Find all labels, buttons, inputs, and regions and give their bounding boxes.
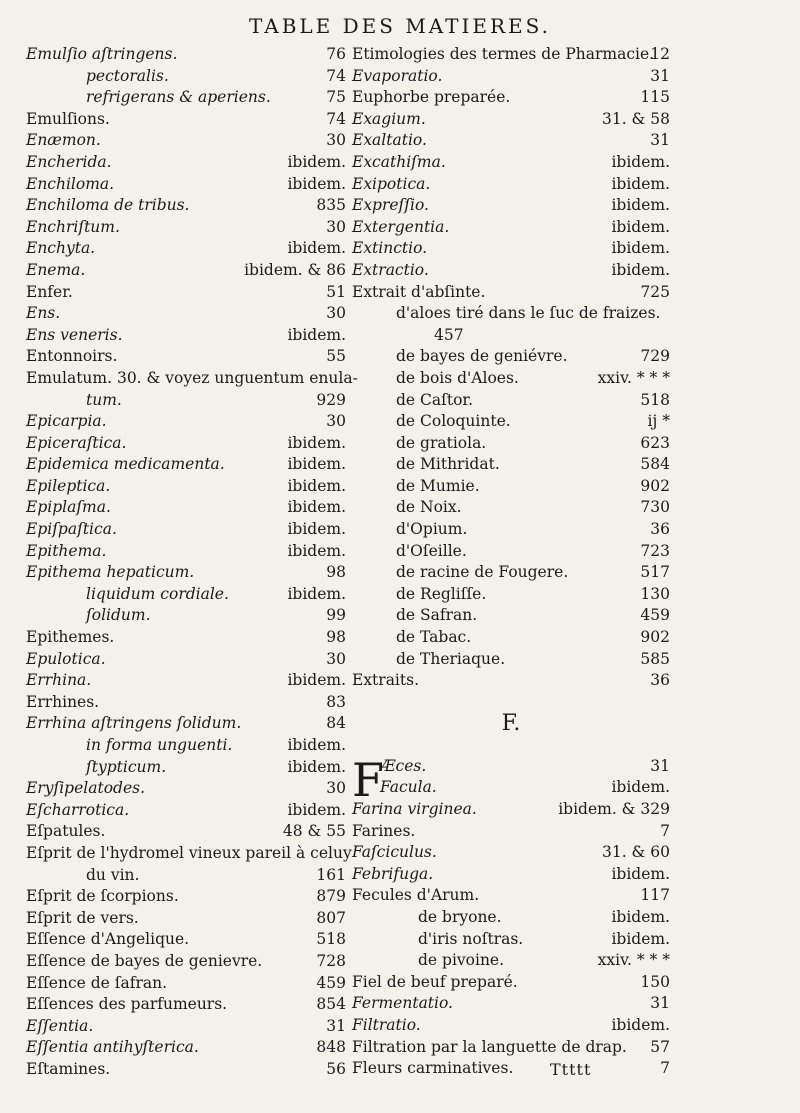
- index-entry: [26, 865, 346, 887]
- entry-term: Errhina aſtringens ſolidum.: [26, 714, 242, 733]
- entry-term: Facula.: [380, 778, 437, 797]
- entry-term: Eſpatules.: [26, 822, 106, 841]
- index-entry: [352, 799, 670, 821]
- index-entry: [26, 735, 346, 757]
- entry-page-number: 98: [326, 563, 346, 582]
- entry-term: Enfer.: [26, 282, 73, 301]
- entry-term: Epicarpia.: [26, 412, 107, 431]
- entry-page-number: 115: [640, 88, 670, 107]
- entry-page-number: ibidem.: [611, 152, 670, 171]
- drop-cap: F: [352, 752, 384, 807]
- entry-page-number: xxiv. * * *: [597, 368, 670, 387]
- entry-page-number: ibidem.: [611, 174, 670, 193]
- index-entry: [352, 390, 670, 412]
- entry-term: Extergentia.: [352, 217, 450, 236]
- index-entry: [26, 390, 346, 412]
- index-entry: [26, 476, 346, 498]
- index-entry: [352, 282, 670, 304]
- index-entry: [26, 346, 346, 368]
- index-entry: [352, 109, 670, 131]
- entry-page-number: 31: [650, 131, 670, 150]
- entry-term: Æces.: [380, 756, 427, 775]
- index-entry: [352, 864, 670, 886]
- entry-term: Eſprit de vers.: [26, 908, 139, 927]
- entry-page-number: 36: [650, 671, 670, 690]
- index-entry: [26, 174, 346, 196]
- index-entry: [352, 972, 670, 994]
- entry-term: Emulſio aſtringens.: [26, 45, 178, 63]
- entry-page-number: 84: [326, 714, 346, 733]
- entry-page-number: ibidem.: [287, 800, 346, 819]
- entry-term: de Coloquinte.: [396, 412, 511, 431]
- entry-page-number: 31. & 60: [601, 843, 670, 862]
- index-entry: [26, 66, 346, 88]
- index-entry: [352, 950, 670, 972]
- entry-page-number: 30: [326, 304, 346, 323]
- right-column: [352, 44, 670, 1080]
- entry-term: Enchriſtum.: [26, 217, 120, 236]
- entry-term: Evaporatio.: [352, 66, 443, 85]
- entry-term: de Mithridat.: [396, 455, 500, 474]
- entry-page-number: 117: [640, 886, 670, 905]
- entry-term: Enæmon.: [26, 131, 101, 150]
- index-entry: [26, 497, 346, 519]
- entry-term: Enema.: [26, 260, 86, 279]
- index-entry: [26, 303, 346, 325]
- index-entry: [26, 800, 346, 822]
- entry-term: Fecules d'Arum.: [352, 886, 480, 905]
- entry-term: Errhina.: [26, 671, 92, 690]
- entry-term: Eſcharrotica.: [26, 800, 130, 819]
- index-entry: [26, 282, 346, 304]
- entry-page-number: ibidem.: [287, 433, 346, 452]
- entry-term: refrigerans & aperiens.: [86, 88, 271, 107]
- entry-page-number: 848: [316, 1038, 346, 1057]
- index-entry: [352, 562, 670, 584]
- index-entry: [352, 303, 670, 325]
- entry-page-number: 55: [326, 347, 346, 366]
- entry-page-number: 584: [640, 455, 670, 474]
- entry-term: Eryſipelatodes.: [26, 779, 146, 798]
- entry-term: liquidum cordiale.: [86, 584, 229, 603]
- entry-page-number: 730: [640, 498, 670, 517]
- entry-page-number: 75: [326, 88, 346, 107]
- entry-term: de Regliſſe.: [396, 584, 487, 603]
- index-entry: [352, 195, 670, 217]
- index-entry: [352, 87, 670, 109]
- entry-term: Epithemes.: [26, 628, 115, 647]
- index-entry: [26, 238, 346, 260]
- entry-term: 457: [434, 325, 464, 344]
- index-entry: [352, 1037, 670, 1059]
- entry-term: Fermentatio.: [352, 994, 453, 1013]
- index-entry: [352, 821, 670, 843]
- entry-page-number: 518: [316, 930, 346, 949]
- entry-term: d'Oſeille.: [396, 541, 467, 560]
- entry-term: de bayes de geniévre.: [396, 347, 568, 366]
- entry-term: Eſſence de ſafran.: [26, 973, 168, 992]
- entry-page-number: xxiv. * * *: [597, 951, 670, 970]
- index-entry: [26, 195, 346, 217]
- entry-page-number: ibidem.: [611, 196, 670, 215]
- entry-page-number: 31. & 58: [601, 109, 670, 128]
- entry-term: ſolidum.: [86, 606, 151, 625]
- entry-term: Eſſentia.: [26, 1016, 94, 1035]
- index-entry: [352, 174, 670, 196]
- index-entry: [352, 929, 670, 951]
- index-entry: [352, 238, 670, 260]
- entry-page-number: 130: [640, 584, 670, 603]
- index-entry: [352, 777, 670, 799]
- entry-term: Epiplaſma.: [26, 498, 111, 517]
- index-entry: [26, 929, 346, 951]
- index-entry: [26, 605, 346, 627]
- index-entry: [352, 519, 670, 541]
- entry-term: Exipotica.: [352, 174, 431, 193]
- entry-page-number: ibidem.: [287, 736, 346, 754]
- index-entry: [352, 217, 670, 239]
- entry-page-number: 518: [640, 390, 670, 409]
- entry-term: pectoralis.: [86, 66, 169, 85]
- index-entry: [352, 649, 670, 671]
- entry-page-number: 929: [316, 390, 346, 409]
- entry-page-number: ibidem.: [287, 476, 346, 495]
- entry-page-number: ibidem.: [287, 174, 346, 193]
- entry-page-number: 7: [660, 1059, 670, 1078]
- index-entry: [26, 433, 346, 455]
- entry-page-number: 902: [640, 476, 670, 495]
- entry-term: Epithema.: [26, 541, 107, 560]
- entry-page-number: 517: [640, 563, 670, 582]
- entry-page-number: 31: [650, 756, 670, 775]
- entry-term: Epiceraſtica.: [26, 433, 127, 452]
- entry-page-number: ibidem.: [611, 929, 670, 948]
- entry-page-number: 150: [640, 972, 670, 991]
- index-entry: [352, 368, 670, 390]
- entry-page-number: ibidem.: [611, 778, 670, 797]
- index-entry: [352, 584, 670, 606]
- index-entry: [26, 411, 346, 433]
- entry-page-number: 854: [316, 995, 346, 1014]
- entry-page-number: ibidem.: [287, 325, 346, 344]
- entry-term: de bryone.: [418, 907, 502, 926]
- entry-term: Exaltatio.: [352, 131, 427, 150]
- signature-mark: Ttttt: [550, 1060, 592, 1079]
- entry-term: Eſtamines.: [26, 1059, 111, 1078]
- entry-term: Epithema hepaticum.: [26, 563, 195, 582]
- entry-term: Encherida.: [26, 152, 112, 171]
- entry-page-number: ibidem.: [611, 260, 670, 279]
- entry-page-number: 48 & 55: [282, 822, 346, 841]
- entry-term: Extraits.: [352, 671, 420, 690]
- entry-term: Farines.: [352, 821, 416, 840]
- entry-page-number: 902: [640, 628, 670, 647]
- index-entry: [26, 541, 346, 563]
- index-entry: [26, 778, 346, 800]
- entry-term: Emulatum. 30. & voyez unguentum enula-: [26, 368, 358, 387]
- entry-page-number: 76: [326, 45, 346, 63]
- entry-term: Etimologies des termes de Pharmacie.: [352, 45, 655, 63]
- entry-page-number: 723: [640, 541, 670, 560]
- entry-page-number: 83: [326, 692, 346, 711]
- entry-term: Eſſences des parfumeurs.: [26, 995, 228, 1014]
- index-entry: [26, 843, 352, 865]
- index-entry: [26, 325, 346, 347]
- index-entry: [352, 670, 670, 692]
- entry-term: de racine de Fougere.: [396, 563, 569, 582]
- entry-page-number: 30: [326, 779, 346, 798]
- entry-page-number: 7: [660, 821, 670, 840]
- index-entry: [26, 260, 346, 282]
- index-entry: [352, 325, 670, 347]
- entry-term: de Caſtor.: [396, 390, 474, 409]
- entry-page-number: 12: [650, 45, 670, 63]
- entry-page-number: 835: [316, 196, 346, 215]
- entry-term: Eſprit de ſcorpions.: [26, 887, 179, 906]
- entry-term: Excathiſma.: [352, 152, 446, 171]
- index-entry: [26, 908, 346, 930]
- entry-page-number: ibidem.: [287, 671, 346, 690]
- index-entry: [352, 605, 670, 627]
- index-entry: [26, 951, 346, 973]
- entry-term: Eſſentia antihyſterica.: [26, 1038, 199, 1057]
- index-entry: [26, 109, 346, 131]
- entry-term: Euphorbe preparée.: [352, 88, 511, 107]
- index-entry: [26, 562, 346, 584]
- page-title: TABLE DES MATIERES.: [249, 14, 551, 38]
- entry-page-number: ibidem. & 329: [558, 800, 670, 818]
- index-entry: [352, 842, 670, 864]
- entry-page-number: ibidem.: [611, 907, 670, 926]
- entry-page-number: 807: [316, 908, 346, 927]
- entry-page-number: 30: [326, 412, 346, 431]
- entry-term: de Tabac.: [396, 628, 472, 647]
- entry-page-number: ibidem.: [287, 239, 346, 258]
- entry-page-number: 74: [326, 66, 346, 85]
- entry-term: Febrifuga.: [352, 864, 434, 883]
- entry-page-number: 623: [640, 433, 670, 452]
- index-entry: [26, 87, 346, 109]
- index-entry: [352, 454, 670, 476]
- entry-page-number: ibidem.: [611, 864, 670, 883]
- index-entry: [26, 692, 346, 714]
- index-entry: [352, 885, 670, 907]
- index-entry: [352, 411, 670, 433]
- entry-page-number: 51: [326, 282, 346, 301]
- section-letter-heading: F.: [501, 710, 521, 736]
- entry-page-number: ibidem.: [287, 455, 346, 474]
- entry-term: d'Opium.: [396, 520, 468, 539]
- section-f-entries: [352, 752, 670, 1080]
- index-entry: [26, 584, 346, 606]
- index-entry: [26, 44, 346, 66]
- index-entry: [26, 649, 346, 671]
- index-entry: [352, 130, 670, 152]
- entry-term: Epidemica medicamenta.: [26, 455, 225, 474]
- index-entry: [352, 497, 670, 519]
- entry-page-number: 31: [326, 1016, 346, 1035]
- entry-page-number: ibidem.: [287, 498, 346, 517]
- entry-term: Eſſence de bayes de genievre.: [26, 951, 263, 970]
- entry-term: de Theriaque.: [396, 649, 506, 668]
- index-entry: [26, 368, 358, 390]
- entry-term: de Noix.: [396, 498, 462, 517]
- entry-page-number: 56: [326, 1059, 346, 1078]
- index-entry: [352, 993, 670, 1015]
- entry-term: Extractio.: [352, 260, 429, 279]
- entry-term: Ens.: [26, 304, 61, 323]
- entry-term: in forma unguenti.: [86, 736, 233, 754]
- entry-term: Fiel de beuf preparé.: [352, 972, 518, 991]
- entry-term: tum.: [86, 390, 122, 409]
- entry-page-number: 74: [326, 109, 346, 128]
- entry-term: Enchiloma de tribus.: [26, 196, 190, 215]
- index-entry: [352, 541, 670, 563]
- entry-term: Filtratio.: [352, 1015, 421, 1034]
- entry-page-number: 31: [650, 66, 670, 85]
- entry-term: ſtypticum.: [86, 757, 167, 776]
- index-entry: [352, 152, 670, 174]
- entry-page-number: 31: [650, 994, 670, 1013]
- entry-page-number: 161: [316, 865, 346, 884]
- left-column: [26, 44, 358, 1081]
- index-entry: [352, 346, 670, 368]
- index-entry: [26, 1037, 346, 1059]
- index-entry: [26, 670, 346, 692]
- entry-term: Expreſſio.: [352, 196, 429, 215]
- entry-page-number: 879: [316, 887, 346, 906]
- index-entry: [26, 757, 346, 779]
- index-entry: [352, 627, 670, 649]
- index-entry: [352, 44, 670, 66]
- entry-term: Farina virginea.: [352, 800, 477, 818]
- index-entry: [26, 454, 346, 476]
- index-entry: [352, 260, 670, 282]
- index-entry: [352, 907, 670, 929]
- entry-term: de bois d'Aloes.: [396, 368, 519, 387]
- entry-term: Epiſpaſtica.: [26, 520, 117, 539]
- entry-page-number: 459: [316, 973, 346, 992]
- entry-term: Fleurs carminatives.: [352, 1059, 514, 1078]
- entry-term: Errhines.: [26, 692, 100, 711]
- index-entry: [26, 130, 346, 152]
- entry-term: de gratiola.: [396, 433, 487, 452]
- index-entry: [26, 152, 346, 174]
- index-entry: [26, 1016, 346, 1038]
- entry-page-number: ij *: [647, 412, 670, 431]
- entry-page-number: ibidem.: [287, 152, 346, 171]
- entry-page-number: 729: [640, 347, 670, 366]
- entry-page-number: 585: [640, 649, 670, 668]
- entry-page-number: 30: [326, 217, 346, 236]
- entry-term: Eſſence d'Angelique.: [26, 930, 190, 949]
- index-entry: [26, 973, 346, 995]
- entry-term: Entonnoirs.: [26, 347, 118, 366]
- entry-page-number: ibidem. & 86: [244, 260, 346, 279]
- entry-term: Emulſions.: [26, 109, 110, 128]
- entry-term: de Safran.: [396, 606, 478, 625]
- entry-page-number: ibidem.: [287, 520, 346, 539]
- entry-page-number: 99: [326, 606, 346, 625]
- entry-page-number: ibidem.: [287, 541, 346, 560]
- entry-page-number: 57: [650, 1037, 670, 1056]
- entry-term: Epulotica.: [26, 649, 106, 668]
- entry-page-number: ibidem.: [611, 239, 670, 258]
- entry-term: Epileptica.: [26, 476, 111, 495]
- entry-page-number: ibidem.: [611, 217, 670, 236]
- entry-page-number: 98: [326, 628, 346, 647]
- entry-term: Faſciculus.: [352, 843, 437, 862]
- entry-page-number: ibidem.: [287, 757, 346, 776]
- entry-term: Extrait d'abſinte.: [352, 282, 486, 301]
- entry-term: Eſprit de l'hydromel vineux pareil à celuy: [26, 843, 352, 862]
- entry-term: d'iris noſtras.: [418, 929, 524, 948]
- entry-page-number: 30: [326, 131, 346, 150]
- index-entry: [26, 821, 346, 843]
- entry-term: de Mumie.: [396, 476, 480, 495]
- index-entry: [352, 433, 670, 455]
- entry-page-number: 30: [326, 649, 346, 668]
- entry-term: Extinctio.: [352, 239, 428, 258]
- entry-term: de pivoine.: [418, 951, 505, 970]
- entry-term: Ens veneris.: [26, 325, 123, 344]
- index-entry: [26, 994, 346, 1016]
- entry-term: Enchiloma.: [26, 174, 115, 193]
- entry-term: d'aloes tiré dans le ſuc de fraizes.: [396, 304, 661, 323]
- index-entry: [26, 519, 346, 541]
- index-entry: [352, 66, 670, 88]
- index-entry: [26, 886, 346, 908]
- index-entry: [26, 713, 346, 735]
- entry-page-number: ibidem.: [611, 1015, 670, 1034]
- entry-page-number: 728: [316, 951, 346, 970]
- index-entry: [26, 1059, 346, 1081]
- index-entry: [352, 756, 670, 778]
- entry-term: Enchyta.: [26, 239, 96, 258]
- index-entry: [26, 217, 346, 239]
- entry-page-number: 725: [640, 282, 670, 301]
- entry-page-number: ibidem.: [287, 584, 346, 603]
- index-entry: [352, 476, 670, 498]
- entry-page-number: 36: [650, 520, 670, 539]
- entry-term: Exagium.: [352, 109, 426, 128]
- entry-page-number: 459: [640, 606, 670, 625]
- index-entry: [352, 1015, 670, 1037]
- entry-term: du vin.: [86, 865, 140, 884]
- entry-term: Filtration par la languette de drap.: [352, 1037, 627, 1056]
- index-entry: [26, 627, 346, 649]
- index-entry: [352, 1058, 670, 1080]
